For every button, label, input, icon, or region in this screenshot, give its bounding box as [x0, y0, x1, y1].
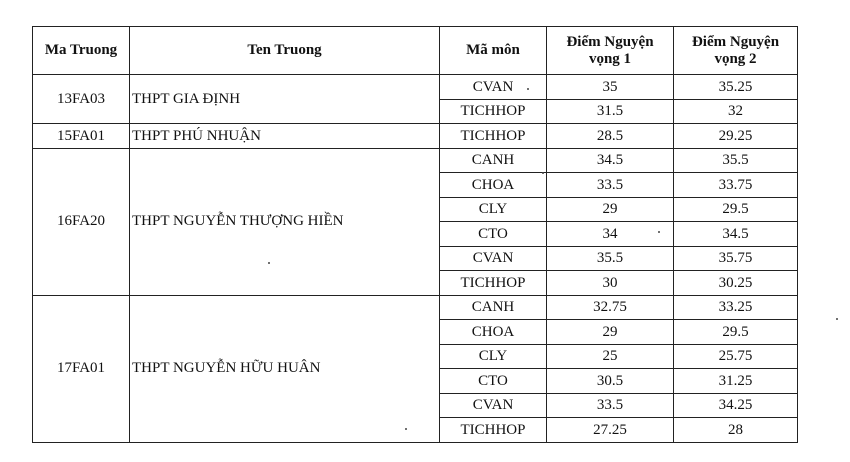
header-diem-nv2: [674, 27, 798, 75]
header-ten-truong: Ten Truong: [130, 27, 440, 75]
subject-code-cell: TICHHOP: [440, 418, 547, 443]
score-nv2-cell: 35.25: [674, 75, 798, 100]
score-nv1-cell: 27.25: [547, 418, 674, 443]
score-nv1-cell: 33.5: [547, 393, 674, 418]
score-nv1-cell: 35: [547, 75, 674, 100]
score-nv2-cell: 33.25: [674, 295, 798, 320]
header-diem-nv2-line2: vọng 2: [714, 50, 757, 67]
subject-code-cell: CANH: [440, 295, 547, 320]
scan-speck: [527, 88, 529, 90]
school-code-cell: 17FA01: [33, 295, 130, 442]
score-nv1-cell: 35.5: [547, 246, 674, 271]
score-nv2-cell: 29.5: [674, 320, 798, 345]
score-nv1-cell: 31.5: [547, 99, 674, 124]
header-diem-nv1: [547, 27, 674, 75]
score-nv2-cell: 28: [674, 418, 798, 443]
score-nv1-cell: 29: [547, 320, 674, 345]
subject-code-cell: CTO: [440, 369, 547, 394]
header-ma-truong: Ma Truong: [33, 27, 130, 75]
score-nv1-cell: 34.5: [547, 148, 674, 173]
subject-code-cell: CHOA: [440, 320, 547, 345]
score-nv2-cell: 25.75: [674, 344, 798, 369]
score-nv1-cell: 25: [547, 344, 674, 369]
score-nv2-cell: 29.5: [674, 197, 798, 222]
table-row: [33, 75, 798, 100]
scan-speck: [268, 262, 270, 264]
table-row: [33, 124, 798, 149]
scan-speck: [836, 318, 838, 320]
score-nv2-cell: 33.75: [674, 173, 798, 198]
score-nv2-cell: 34.25: [674, 393, 798, 418]
header-diem-nv1-line2: vọng 1: [588, 50, 632, 67]
score-nv1-cell: 30.5: [547, 369, 674, 394]
score-nv2-cell: 30.25: [674, 271, 798, 296]
school-code-cell: 16FA20: [33, 148, 130, 295]
school-name-cell: THPT PHÚ NHUẬN: [130, 124, 440, 149]
subject-code-cell: TICHHOP: [440, 271, 547, 296]
subject-code-cell: CVAN: [440, 246, 547, 271]
score-nv1-cell: 33.5: [547, 173, 674, 198]
table-body: [33, 75, 798, 443]
subject-code-cell: TICHHOP: [440, 124, 547, 149]
school-name-cell: THPT NGUYỄN THƯỢNG HIỀN: [130, 148, 440, 295]
score-nv1-cell: 34: [547, 222, 674, 247]
score-nv1-cell: 30: [547, 271, 674, 296]
subject-code-cell: CVAN: [440, 75, 547, 100]
admission-score-table: [32, 26, 798, 443]
score-nv1-cell: 32.75: [547, 295, 674, 320]
scan-speck: [542, 172, 544, 174]
table-row: [33, 148, 798, 173]
school-code-cell: 13FA03: [33, 75, 130, 124]
score-nv2-cell: 29.25: [674, 124, 798, 149]
subject-code-cell: CHOA: [440, 173, 547, 198]
score-nv1-cell: 29: [547, 197, 674, 222]
header-diem-nv2-line1: Điểm Nguyện: [691, 34, 780, 50]
header-row: [33, 27, 798, 75]
score-nv2-cell: 32: [674, 99, 798, 124]
table-row: [33, 295, 798, 320]
subject-code-cell: TICHHOP: [440, 99, 547, 124]
school-code-cell: 15FA01: [33, 124, 130, 149]
subject-code-cell: CANH: [440, 148, 547, 173]
score-nv2-cell: 35.75: [674, 246, 798, 271]
score-nv2-cell: 34.5: [674, 222, 798, 247]
subject-code-cell: CLY: [440, 197, 547, 222]
score-nv2-cell: 31.25: [674, 369, 798, 394]
subject-code-cell: CVAN: [440, 393, 547, 418]
subject-code-cell: CTO: [440, 222, 547, 247]
school-name-cell: THPT GIA ĐỊNH: [130, 75, 440, 124]
score-nv2-cell: 35.5: [674, 148, 798, 173]
school-name-cell: THPT NGUYỄN HỮU HUÂN: [130, 295, 440, 442]
score-nv1-cell: 28.5: [547, 124, 674, 149]
scan-speck: [405, 428, 407, 430]
subject-code-cell: CLY: [440, 344, 547, 369]
header-diem-nv1-line1: Điểm Nguyện: [566, 34, 654, 50]
header-ma-mon: Mã môn: [440, 27, 547, 75]
scan-speck: [658, 231, 660, 233]
